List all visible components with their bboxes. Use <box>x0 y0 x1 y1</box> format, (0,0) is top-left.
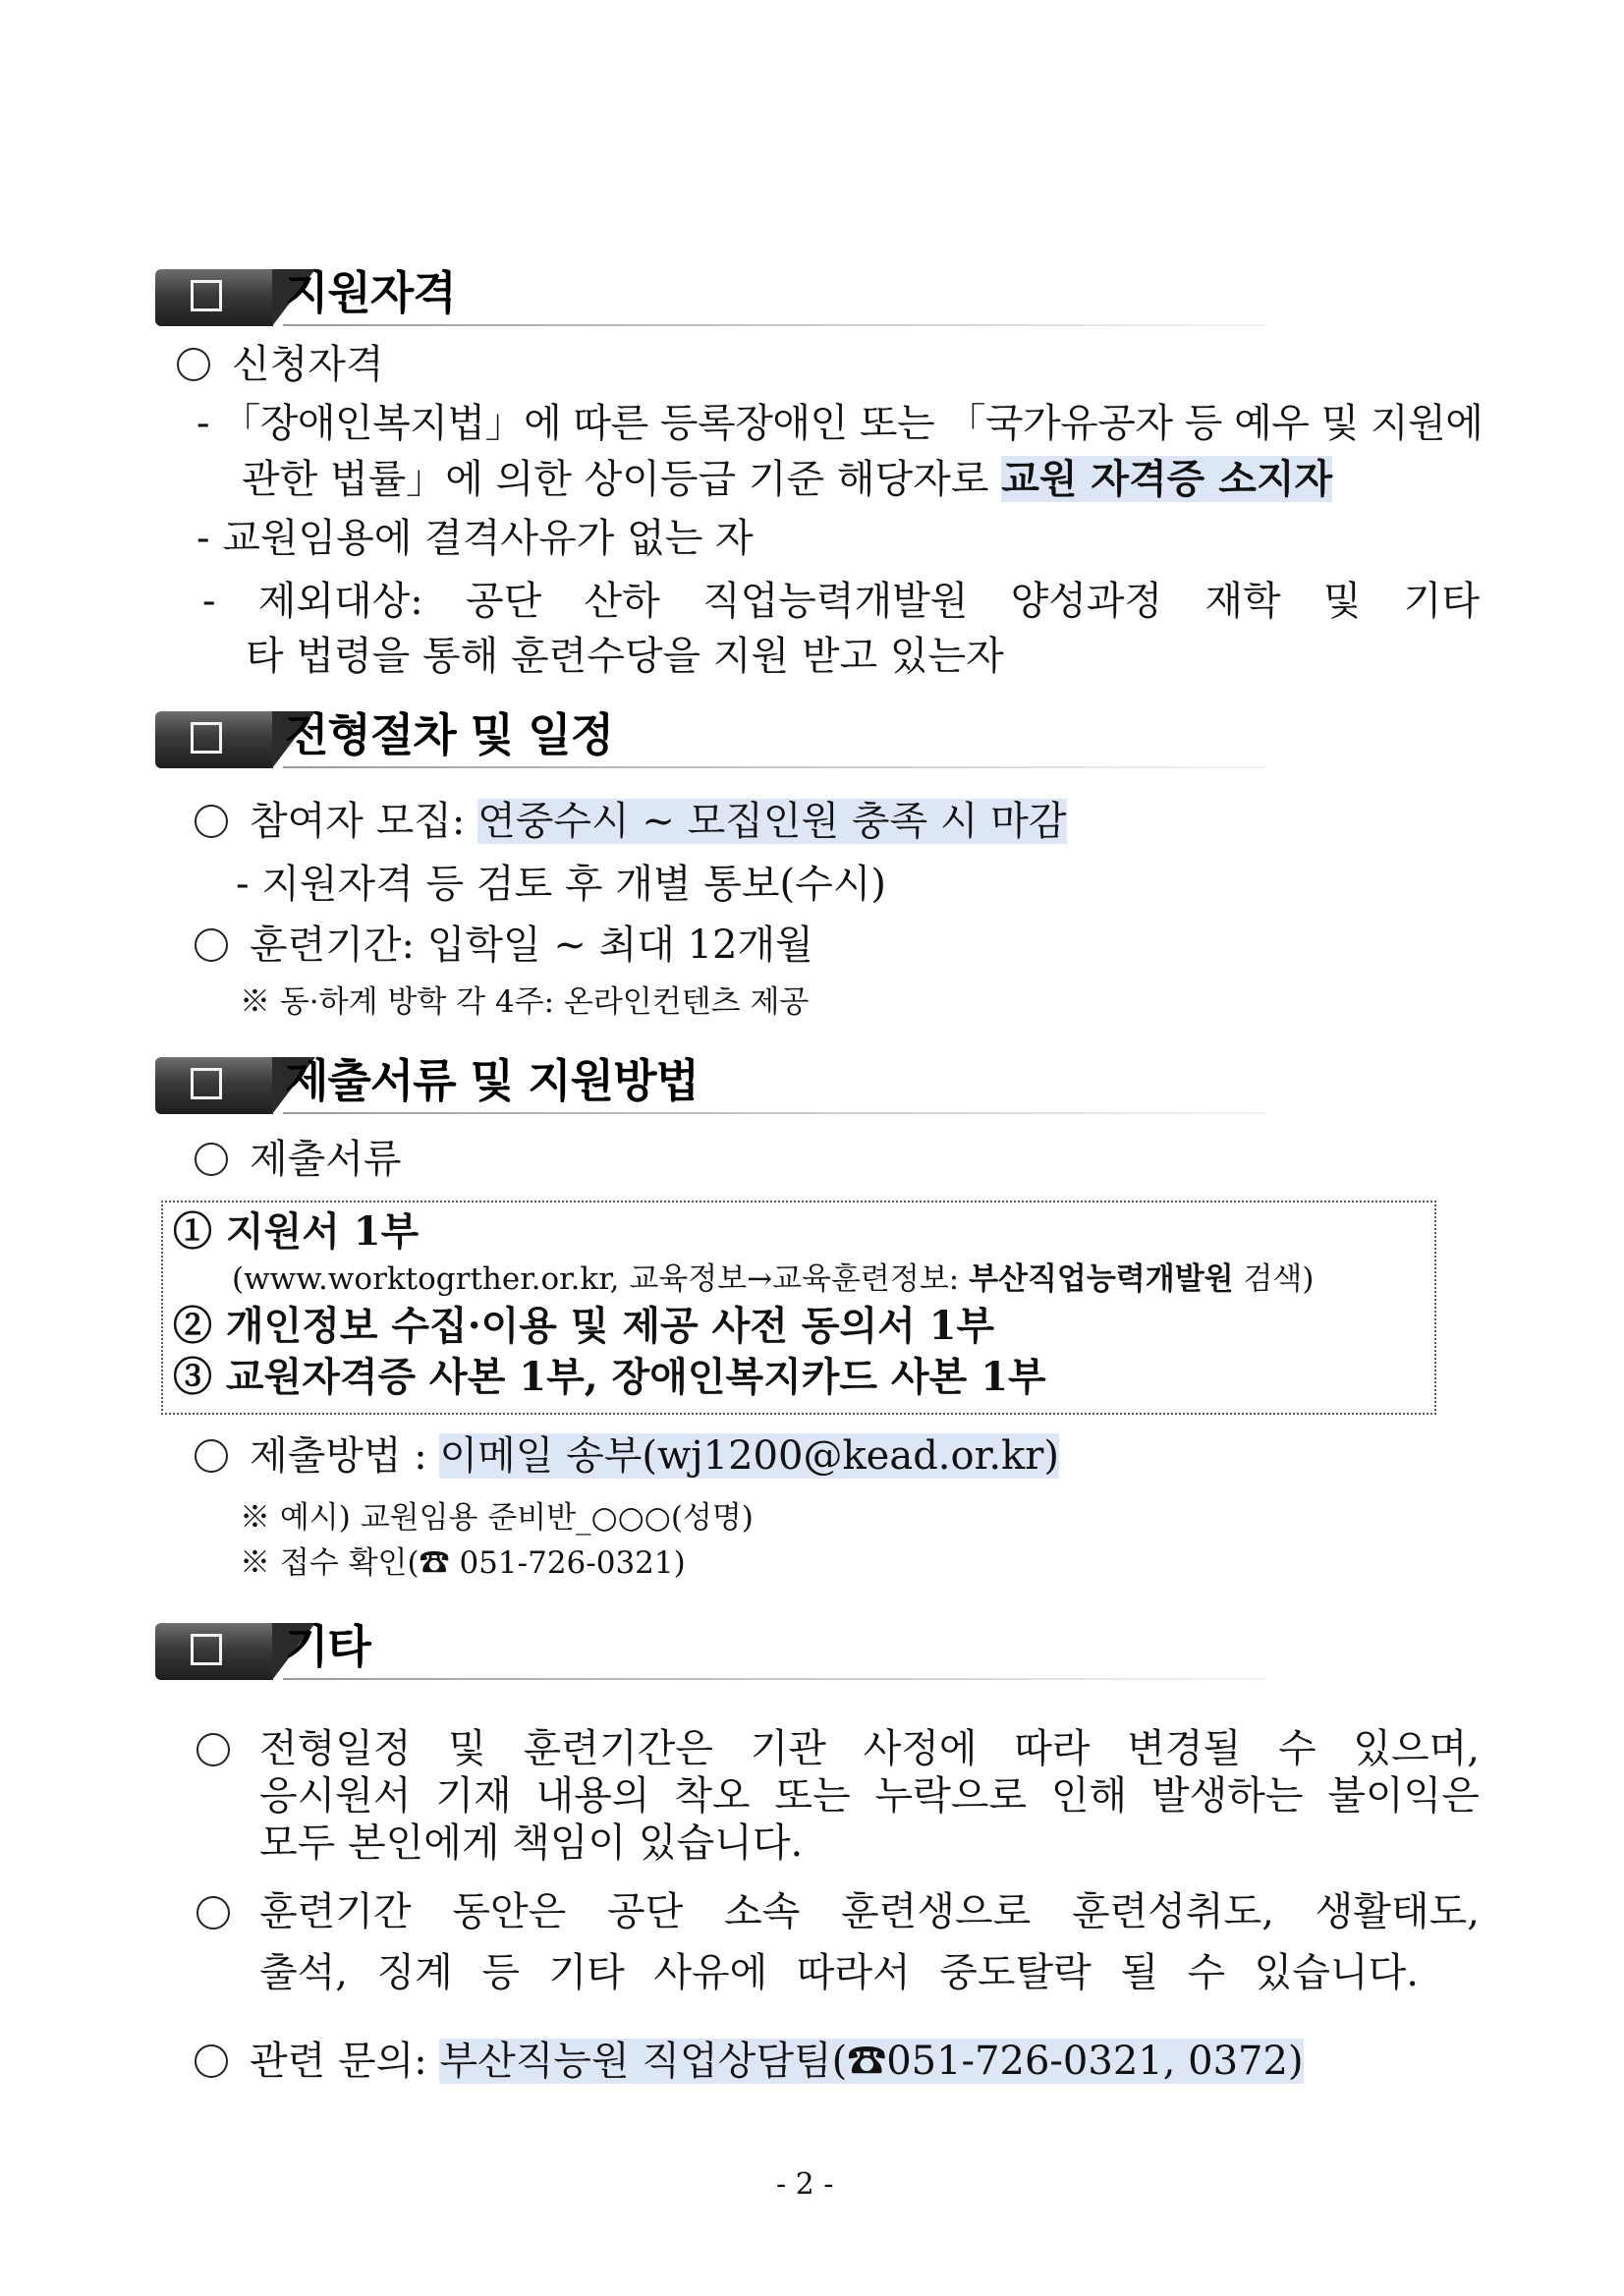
section-underline <box>283 766 1265 768</box>
circle-bullet-icon <box>195 1143 228 1176</box>
recruit-sub-line: - 지원자격 등 검토 후 개별 통보(수시) <box>236 862 886 907</box>
receipt-confirm-note: ※ 접수 확인(☎ 051-726-0321) <box>240 1545 686 1581</box>
highlight-inquiry-contact: 부산직능원 직업상담팀(☎051-726-0321, 0372) <box>439 2039 1304 2084</box>
schedule-change-line-2: 응시원서 기재 내용의 착오 또는 누락으로 인해 발생하는 불이익은 <box>259 1773 1480 1819</box>
recruit-line: 참여자 모집: 연중수시 ~ 모집인원 충족 시 마감 <box>195 796 1067 847</box>
schedule-change-line-3: 모두 본인에게 책임이 있습니다. <box>259 1820 804 1866</box>
highlight-teacher-license: 교원 자격증 소지자 <box>1001 456 1333 502</box>
apply-qualification-label: 신청자격 <box>177 339 384 390</box>
circle-bullet-icon <box>196 1733 230 1766</box>
section-underline <box>283 1112 1265 1114</box>
vacation-note: ※ 동·하계 방학 각 4주: 온라인컨텐츠 제공 <box>240 984 810 1020</box>
section-title: 기타 <box>285 1620 370 1673</box>
section-underline <box>283 1678 1265 1680</box>
page-number: - 2 - <box>776 2167 834 2202</box>
document-item-privacy-consent: ② 개인정보 수집·이용 및 제공 사전 동의서 1부 <box>173 1303 995 1349</box>
qualification-line-1: - 「장애인복지법」에 따른 등록장애인 또는 「국가유공자 등 예우 및 지원에 <box>196 401 1484 446</box>
submission-method-line: 제출방법 : 이메일 송부(wj1200@kead.or.kr) <box>195 1430 1059 1482</box>
circle-bullet-icon <box>195 928 228 962</box>
circle-bullet-icon <box>196 1896 230 1930</box>
section-header-procedure <box>155 703 1265 768</box>
square-icon <box>191 722 222 754</box>
document-item-application-note: (www.worktogrther.or.kr, 교육정보→교육훈련정보: 부산직업능력개발원 검색) <box>232 1261 1315 1297</box>
exclusion-line-1: - 제외대상: 공단 산하 직업능력개발원 양성과정 재학 및 기타 <box>202 579 1480 624</box>
section-header-other <box>155 1615 1265 1680</box>
square-icon <box>191 280 222 311</box>
qualification-line-3: - 교원임용에 결격사유가 없는 자 <box>196 516 754 561</box>
section-underline <box>283 324 1265 326</box>
circle-bullet-icon <box>177 348 210 381</box>
phone-icon: ☎ <box>419 1545 450 1581</box>
section-title: 제출서류 및 지원방법 <box>285 1054 699 1107</box>
section-header-documents <box>155 1049 1265 1114</box>
highlight-recruit-period: 연중수시 ~ 모집인원 충족 시 마감 <box>477 799 1067 844</box>
section-header-qualification <box>155 261 1265 326</box>
dropout-line-1: 훈련기간 동안은 공단 소속 훈련생으로 훈련성취도, 생활태도, <box>259 1889 1480 1934</box>
inquiry-line: 관련 문의: 부산직능원 직업상담팀(☎051-726-0321, 0372) <box>195 2036 1304 2087</box>
section-title: 지원자격 <box>285 266 456 319</box>
exclusion-line-2: 타 법령을 통해 훈련수당을 지원 받고 있는자 <box>246 634 1004 679</box>
document-item-application: ① 지원서 1부 <box>173 1208 420 1255</box>
square-icon <box>191 1634 222 1665</box>
section-title: 전형절차 및 일정 <box>285 708 614 761</box>
document-item-license-copy: ③ 교원자격증 사본 1부, 장애인복지카드 사본 1부 <box>173 1354 1046 1400</box>
highlight-email: 이메일 송부(wj1200@kead.or.kr) <box>439 1433 1060 1479</box>
circle-bullet-icon <box>195 1439 228 1473</box>
circle-bullet-icon <box>195 805 228 838</box>
filename-example-note: ※ 예시) 교원임용 준비반_○○○(성명) <box>240 1500 754 1536</box>
schedule-change-line-1: 전형일정 및 훈련기간은 기관 사정에 따라 변경될 수 있으며, <box>259 1726 1480 1771</box>
qualification-line-2: 관한 법률」에 의한 상이등급 기준 해당자로 교원 자격증 소지자 <box>242 456 1333 502</box>
circle-bullet-icon <box>195 2044 228 2078</box>
documents-label: 제출서류 <box>195 1134 402 1185</box>
training-period-line: 훈련기간: 입학일 ~ 최대 12개월 <box>195 920 813 971</box>
square-icon <box>191 1068 222 1099</box>
dropout-line-2: 출석, 징계 등 기타 사유에 따라서 중도탈락 될 수 있습니다. <box>259 1950 1419 1995</box>
